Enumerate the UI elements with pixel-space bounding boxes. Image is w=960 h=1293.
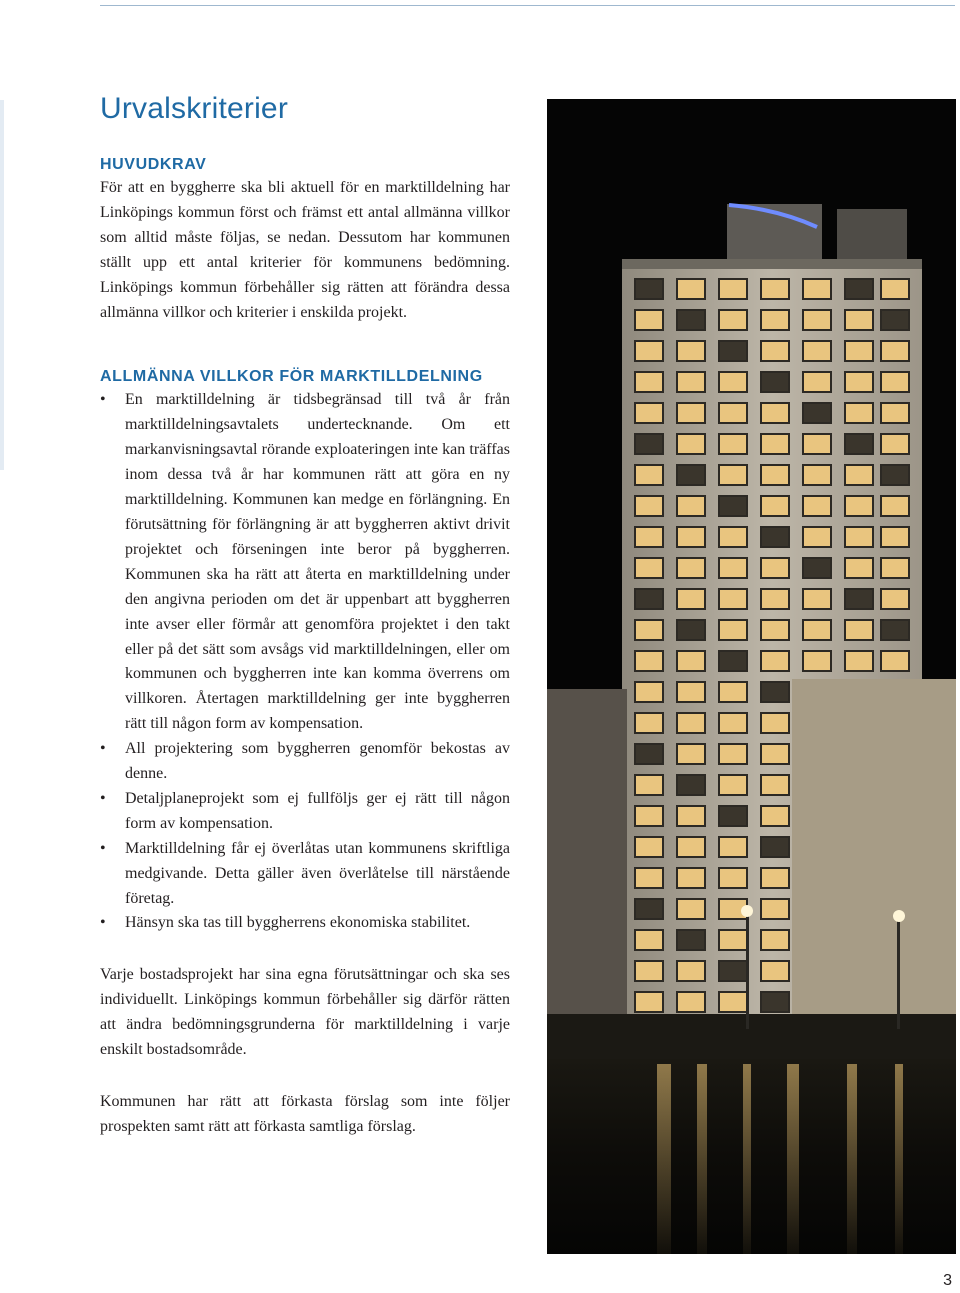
list-item [100,837,510,912]
list-item-text: All projektering som byggherren genomför bekostas av denne. [125,740,510,783]
page-number: 3 [943,1272,952,1289]
list-item [100,911,510,936]
side-accent-bar [0,100,4,470]
section-heading-villkor: ALLMÄNNA VILLKOR FÖR MARKTILLDELNING [100,368,483,386]
closing-paragraph-1: Varje bostadsprojekt har sina egna förutsättningar och ska ses individuellt. Linköpings kommun förbehåller sig därför rätten att ändra bedömningsgrunderna för marktilldelning i varje enskilt bostadsområde. [100,966,510,1059]
bullet-icon: • [100,740,106,758]
list-item-text: Detaljplaneprojekt som ej fullföljs ger ej rätt till någon form av kompensation. [125,789,510,832]
list-item [100,388,510,737]
section-heading-huvudkrav: HUVUDKRAV [100,156,207,173]
closing-paragraph-2: Kommunen har rätt att förkasta förslag som inte följer prospekten samt rätt att förkasta samtliga förslag. [100,1093,510,1135]
bullet-icon: • [100,839,106,857]
huvudkrav-paragraph: För att en byggherre ska bli aktuell för en marktilldelning har Linköpings kommun först och främst ett antal allmänna villkor som alltid måste följas, se nedan. Dessutom har kommunen ställt upp ett antal kriterier för kommunens bedömning. Linköpings kommun förbehåller sig rätten att förändra dessa allmänna villkor och kriterier i enskilda projekt. [100,179,510,321]
page-title: Urvalskriterier [100,92,289,125]
night-building-photo [547,99,956,1254]
list-item [100,737,510,787]
text-column [100,154,510,1140]
bullet-icon: • [100,391,106,409]
bullet-icon: • [100,789,106,807]
list-item [100,787,510,837]
list-item-text: En marktilldelning är tidsbegränsad till två år från marktilldelningsavtalets undertecknande. Om ett markanvisningsavtal rörande exploateringen inte kan träffas inom dessa två år har kommunen rätt att göra en ny marktilldelning. Kommunen kan medge en förlängning. En förutsättning för förlängning är att byggherren aktivt drivit projektet och förseningen inte beror på byggherren. Kommunen ska ha rätt att återta en marktilldelning under den angivna perioden om det är uppenbart att byggherren inte avser eller förmår att genomföra projektet i den takt eller på det sätt som avsågs vid marktilldelningen, eller om kommunen och byggherren inte kan komma överrens om villkoren. Återtagen marktilldelning ger inte byggherren rätt till någon form av kompensation. [125,391,510,733]
list-item-text: Hänsyn ska tas till byggherrens ekonomiska stabilitet. [125,914,471,932]
list-item-text: Marktilldelning får ej överlåtas utan kommunens skriftliga medgivande. Detta gäller även överlåtelse till närstående företag. [125,839,510,907]
top-rule [100,5,955,6]
villkor-list [100,388,510,936]
bullet-icon: • [100,914,106,932]
